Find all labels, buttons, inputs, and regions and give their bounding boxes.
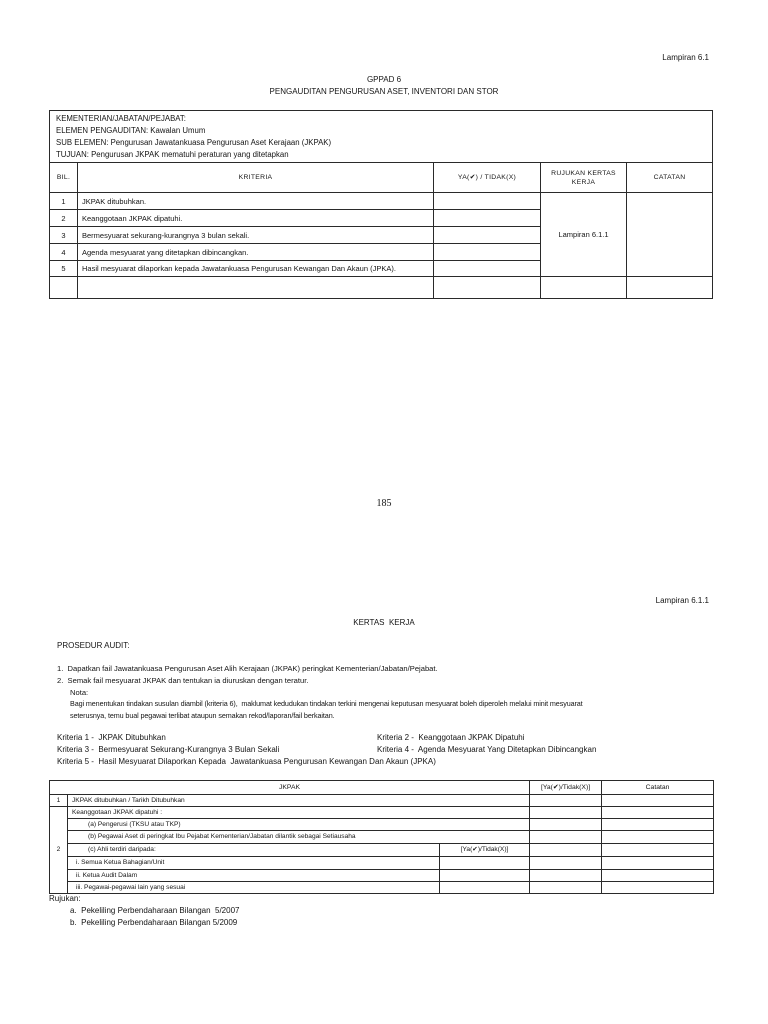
header-ya-tidak: [Ya(✔)/Tidak(X)] — [530, 781, 602, 795]
page1-code: GPPAD 6 — [366, 75, 402, 84]
row-bil: 3 — [50, 227, 78, 244]
header-catatan: CATATAN — [627, 163, 713, 193]
catatan-cell[interactable] — [602, 831, 714, 844]
ya-tidak-cell[interactable] — [530, 844, 602, 857]
empty-cell — [434, 277, 541, 299]
catatan-cell[interactable] — [602, 807, 714, 819]
catatan-cell[interactable] — [602, 844, 714, 857]
empty-cell — [50, 277, 78, 299]
row-kriteria: Agenda mesyuarat yang ditetapkan dibincangkan. — [78, 244, 434, 261]
info-elemen: ELEMEN PENGAUDITAN: Kawalan Umum — [56, 126, 206, 135]
kriteria-4: Kriteria 4 - Agenda Mesyuarat Yang Ditetapkan Dibincangkan — [377, 745, 597, 754]
empty-cell — [78, 277, 434, 299]
nota-label: Nota: — [70, 688, 89, 697]
row-ya-tidak-cell[interactable] — [434, 210, 541, 227]
row-text: Keanggotaan JKPAK dipatuhi : — [68, 807, 530, 819]
row-text: (c) Ahli terdiri daripada: — [68, 844, 440, 857]
kriteria-3: Kriteria 3 - Bermesyuarat Sekurang-Kurangnya 3 Bulan Sekali — [57, 745, 280, 754]
empty-cell — [541, 277, 627, 299]
row-ya-tidak-cell[interactable] — [434, 261, 541, 277]
catatan-cell[interactable] — [602, 795, 714, 807]
jkpak-worksheet-table — [49, 780, 714, 894]
prosedur-step-1: 1. Dapatkan fail Jawatankuasa Pengurusan Aset Alih Kerajaan (JKPAK) peringkat Kementerian/Jabatan/Pejabat. — [57, 664, 438, 673]
row-num: 1 — [50, 795, 68, 807]
ya-tidak-cell[interactable] — [530, 795, 602, 807]
kriteria-2: Kriteria 2 - Keanggotaan JKPAK Dipatuhi — [377, 733, 525, 742]
page2-title: KERTAS KERJA — [353, 618, 415, 627]
header-jkpak: JKPAK — [50, 781, 530, 795]
row-bil: 5 — [50, 261, 78, 277]
page-number: 185 — [376, 498, 392, 509]
rujukan-a: a. Pekeliling Perbendaharaan Bilangan 5/2007 — [70, 906, 240, 915]
header-bil: BIL. — [50, 163, 78, 193]
info-tujuan: TUJUAN: Pengurusan JKPAK mematuhi peraturan yang ditetapkan — [56, 150, 289, 159]
catatan-cell[interactable] — [627, 193, 713, 277]
row-kriteria: JKPAK ditubuhkan. — [78, 193, 434, 210]
ya-tidak-cell[interactable] — [530, 870, 602, 882]
ya-tidak-cell[interactable] — [530, 882, 602, 894]
ya-tidak-cell[interactable] — [530, 819, 602, 831]
sub-ya-tidak-cell[interactable] — [440, 857, 530, 870]
header-ya-tidak: YA(✔) / TIDAK(X) — [434, 163, 541, 193]
row-kriteria: Bermesyuarat sekurang-kurangnya 3 bulan sekali. — [78, 227, 434, 244]
row-text: (a) Pengerusi (TKSU atau TKP) — [68, 819, 530, 831]
nota-text-2: seterusnya, temu bual pegawai terlibat ataupun semakan rekod/laporan/fail berkaitan. — [70, 711, 335, 720]
nota-text-1: Bagi menentukan tindakan susulan diambil (kriteria 6), maklumat kedudukan tindakan terkini mengenai keputusan mesyuarat boleh diperoleh melalui minit mesyuarat — [70, 699, 583, 708]
row-bil: 2 — [50, 210, 78, 227]
row-ya-tidak-cell[interactable] — [434, 193, 541, 210]
audit-info — [50, 111, 713, 163]
row-ya-tidak-cell[interactable] — [434, 244, 541, 261]
criteria-table — [49, 110, 713, 299]
kriteria-5: Kriteria 5 - Hasil Mesyuarat Dilaporkan Kepada Jawatankuasa Pengurusan Kewangan Dan Akaun (JPKA) — [57, 757, 436, 766]
page2-lampiran: Lampiran 6.1.1 — [655, 596, 709, 605]
row-text: iii. Pegawai-pegawai lain yang sesuai — [68, 882, 440, 894]
row-text: ii. Ketua Audit Dalam — [68, 870, 440, 882]
empty-cell — [627, 277, 713, 299]
sub-ya-tidak-cell[interactable] — [440, 882, 530, 894]
kriteria-1: Kriteria 1 - JKPAK Ditubuhkan — [57, 733, 166, 742]
prosedur-label: PROSEDUR AUDIT: — [57, 641, 130, 650]
row-text: i. Semua Ketua Bahagian/Unit — [68, 857, 440, 870]
row-kriteria: Keanggotaan JKPAK dipatuhi. — [78, 210, 434, 227]
info-sub-elemen: SUB ELEMEN: Pengurusan Jawatankuasa Pengurusan Aset Kerajaan (JKPAK) — [56, 138, 332, 147]
rujukan-b: b. Pekeliling Perbendaharaan Bilangan 5/2009 — [70, 918, 238, 927]
row-bil: 4 — [50, 244, 78, 261]
rujukan-label: Rujukan: — [49, 894, 81, 903]
rujukan-cell: Lampiran 6.1.1 — [541, 193, 627, 277]
ya-tidak-cell[interactable] — [530, 807, 602, 819]
page1-title: PENGAUDITAN PENGURUSAN ASET, INVENTORI DAN STOR — [269, 87, 499, 96]
header-kriteria: KRITERIA — [78, 163, 434, 193]
prosedur-step-2: 2. Semak fail mesyuarat JKPAK dan tentukan ia diuruskan dengan teratur. — [57, 676, 309, 685]
catatan-cell[interactable] — [602, 857, 714, 870]
sub-header-ya-tidak: [Ya(✔)/Tidak(X)] — [440, 844, 530, 857]
catatan-cell[interactable] — [602, 819, 714, 831]
row-ya-tidak-cell[interactable] — [434, 227, 541, 244]
page1-lampiran: Lampiran 6.1 — [662, 53, 709, 62]
ya-tidak-cell[interactable] — [530, 831, 602, 844]
ya-tidak-cell[interactable] — [530, 857, 602, 870]
row-bil: 1 — [50, 193, 78, 210]
row-text: (b) Pegawai Aset di peringkat Ibu Pejabat Kementerian/Jabatan dilantik sebagai Setiausaha — [68, 831, 530, 844]
header-rujukan: RUJUKAN KERTAS KERJA — [541, 163, 627, 193]
row-text: JKPAK ditubuhkan / Tarikh Ditubuhkan — [68, 795, 530, 807]
row-num: 2 — [50, 807, 68, 894]
catatan-cell[interactable] — [602, 882, 714, 894]
header-catatan: Catatan — [602, 781, 714, 795]
row-kriteria: Hasil mesyuarat dilaporkan kepada Jawatankuasa Pengurusan Kewangan Dan Akaun (JPKA). — [78, 261, 434, 277]
catatan-cell[interactable] — [602, 870, 714, 882]
info-kementerian: KEMENTERIAN/JABATAN/PEJABAT: — [56, 114, 186, 123]
sub-ya-tidak-cell[interactable] — [440, 870, 530, 882]
